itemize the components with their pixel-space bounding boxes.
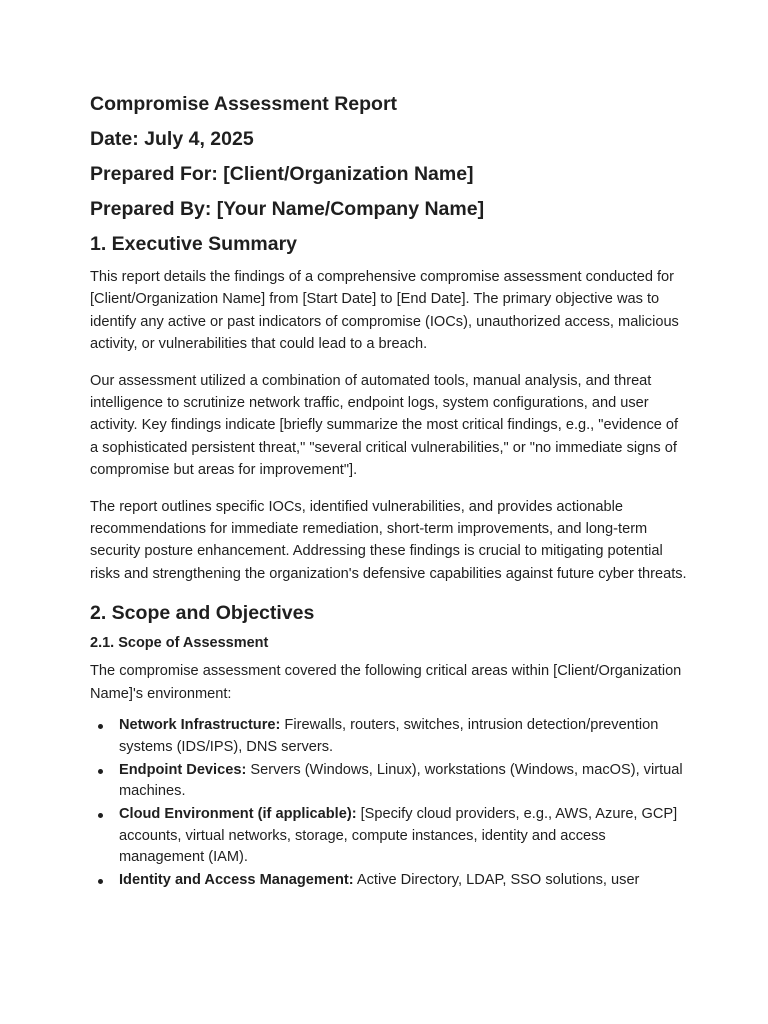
list-item: [90, 804, 690, 869]
bullet-icon: [98, 724, 103, 729]
list-item-text: Servers (Windows, Linux), workstations (Windows, macOS), virtual machines.: [119, 761, 683, 800]
list-item-text: Firewalls, routers, switches, intrusion detection/prevention systems (IDS/IPS), DNS servers.: [119, 717, 659, 755]
section-heading-executive-summary: 1. Executive Summary: [90, 233, 298, 255]
paragraph: The report outlines specific IOCs, identified vulnerabilities, and provides actionable recommendations for immediate remediation, short-term improvements, and long-term security posture enhancement. Addressing these findings is crucial to mitigating potential risks and strengthening the organization's defensive capabilities against future cyber threats.: [90, 498, 687, 582]
bullet-icon: [98, 879, 103, 884]
scope-list: [90, 715, 690, 892]
bullet-icon: [98, 769, 103, 774]
paragraph: This report details the findings of a comprehensive compromise assessment conducted for [Client/Organization Name] from [Start Date] to [End Date]. The primary objective was to identify any active or past indicators of compromise (IOCs), unauthorized access, malicious activity, or vulnerabilities that could lead to a breach.: [90, 269, 679, 353]
section-heading-scope-objectives: 2. Scope and Objectives: [90, 602, 315, 625]
list-item-term: Endpoint Devices:: [119, 761, 247, 778]
list-item: [90, 760, 690, 803]
bullet-icon: [98, 813, 103, 818]
list-item-term: Cloud Environment (if applicable):: [119, 806, 357, 823]
prepared-by: Prepared By: [Your Name/Company Name]: [90, 198, 485, 220]
list-item-term: Identity and Access Management:: [119, 872, 354, 889]
list-item: [90, 715, 690, 758]
subsection-heading-scope: 2.1. Scope of Assessment: [90, 635, 269, 652]
list-item-text: [Specify cloud providers, e.g., AWS, Azure, GCP] accounts, virtual networks, storage, compute instances, identity and access management (IAM).: [119, 806, 678, 866]
document-title: Compromise Assessment Report: [90, 93, 398, 115]
document-page: [90, 92, 690, 893]
paragraph: Our assessment utilized a combination of automated tools, manual analysis, and threat intelligence to scrutinize network traffic, endpoint logs, system configurations, and user activity. Key findings indicate [briefly summarize the most critical findings, e.g., "evidence of a sophisticated persistent threat," "several critical vulnerabilities," or "no immediate signs of compromise but areas for improvement"].: [90, 372, 679, 479]
list-item-term: Network Infrastructure:: [119, 717, 281, 734]
list-item-text: Active Directory, LDAP, SSO solutions, user: [353, 872, 640, 889]
prepared-for: Prepared For: [Client/Organization Name]: [90, 163, 474, 185]
report-date: Date: July 4, 2025: [90, 128, 254, 150]
list-item: [90, 870, 690, 892]
paragraph: The compromise assessment covered the following critical areas within [Client/Organization Name]'s environment:: [90, 663, 682, 702]
